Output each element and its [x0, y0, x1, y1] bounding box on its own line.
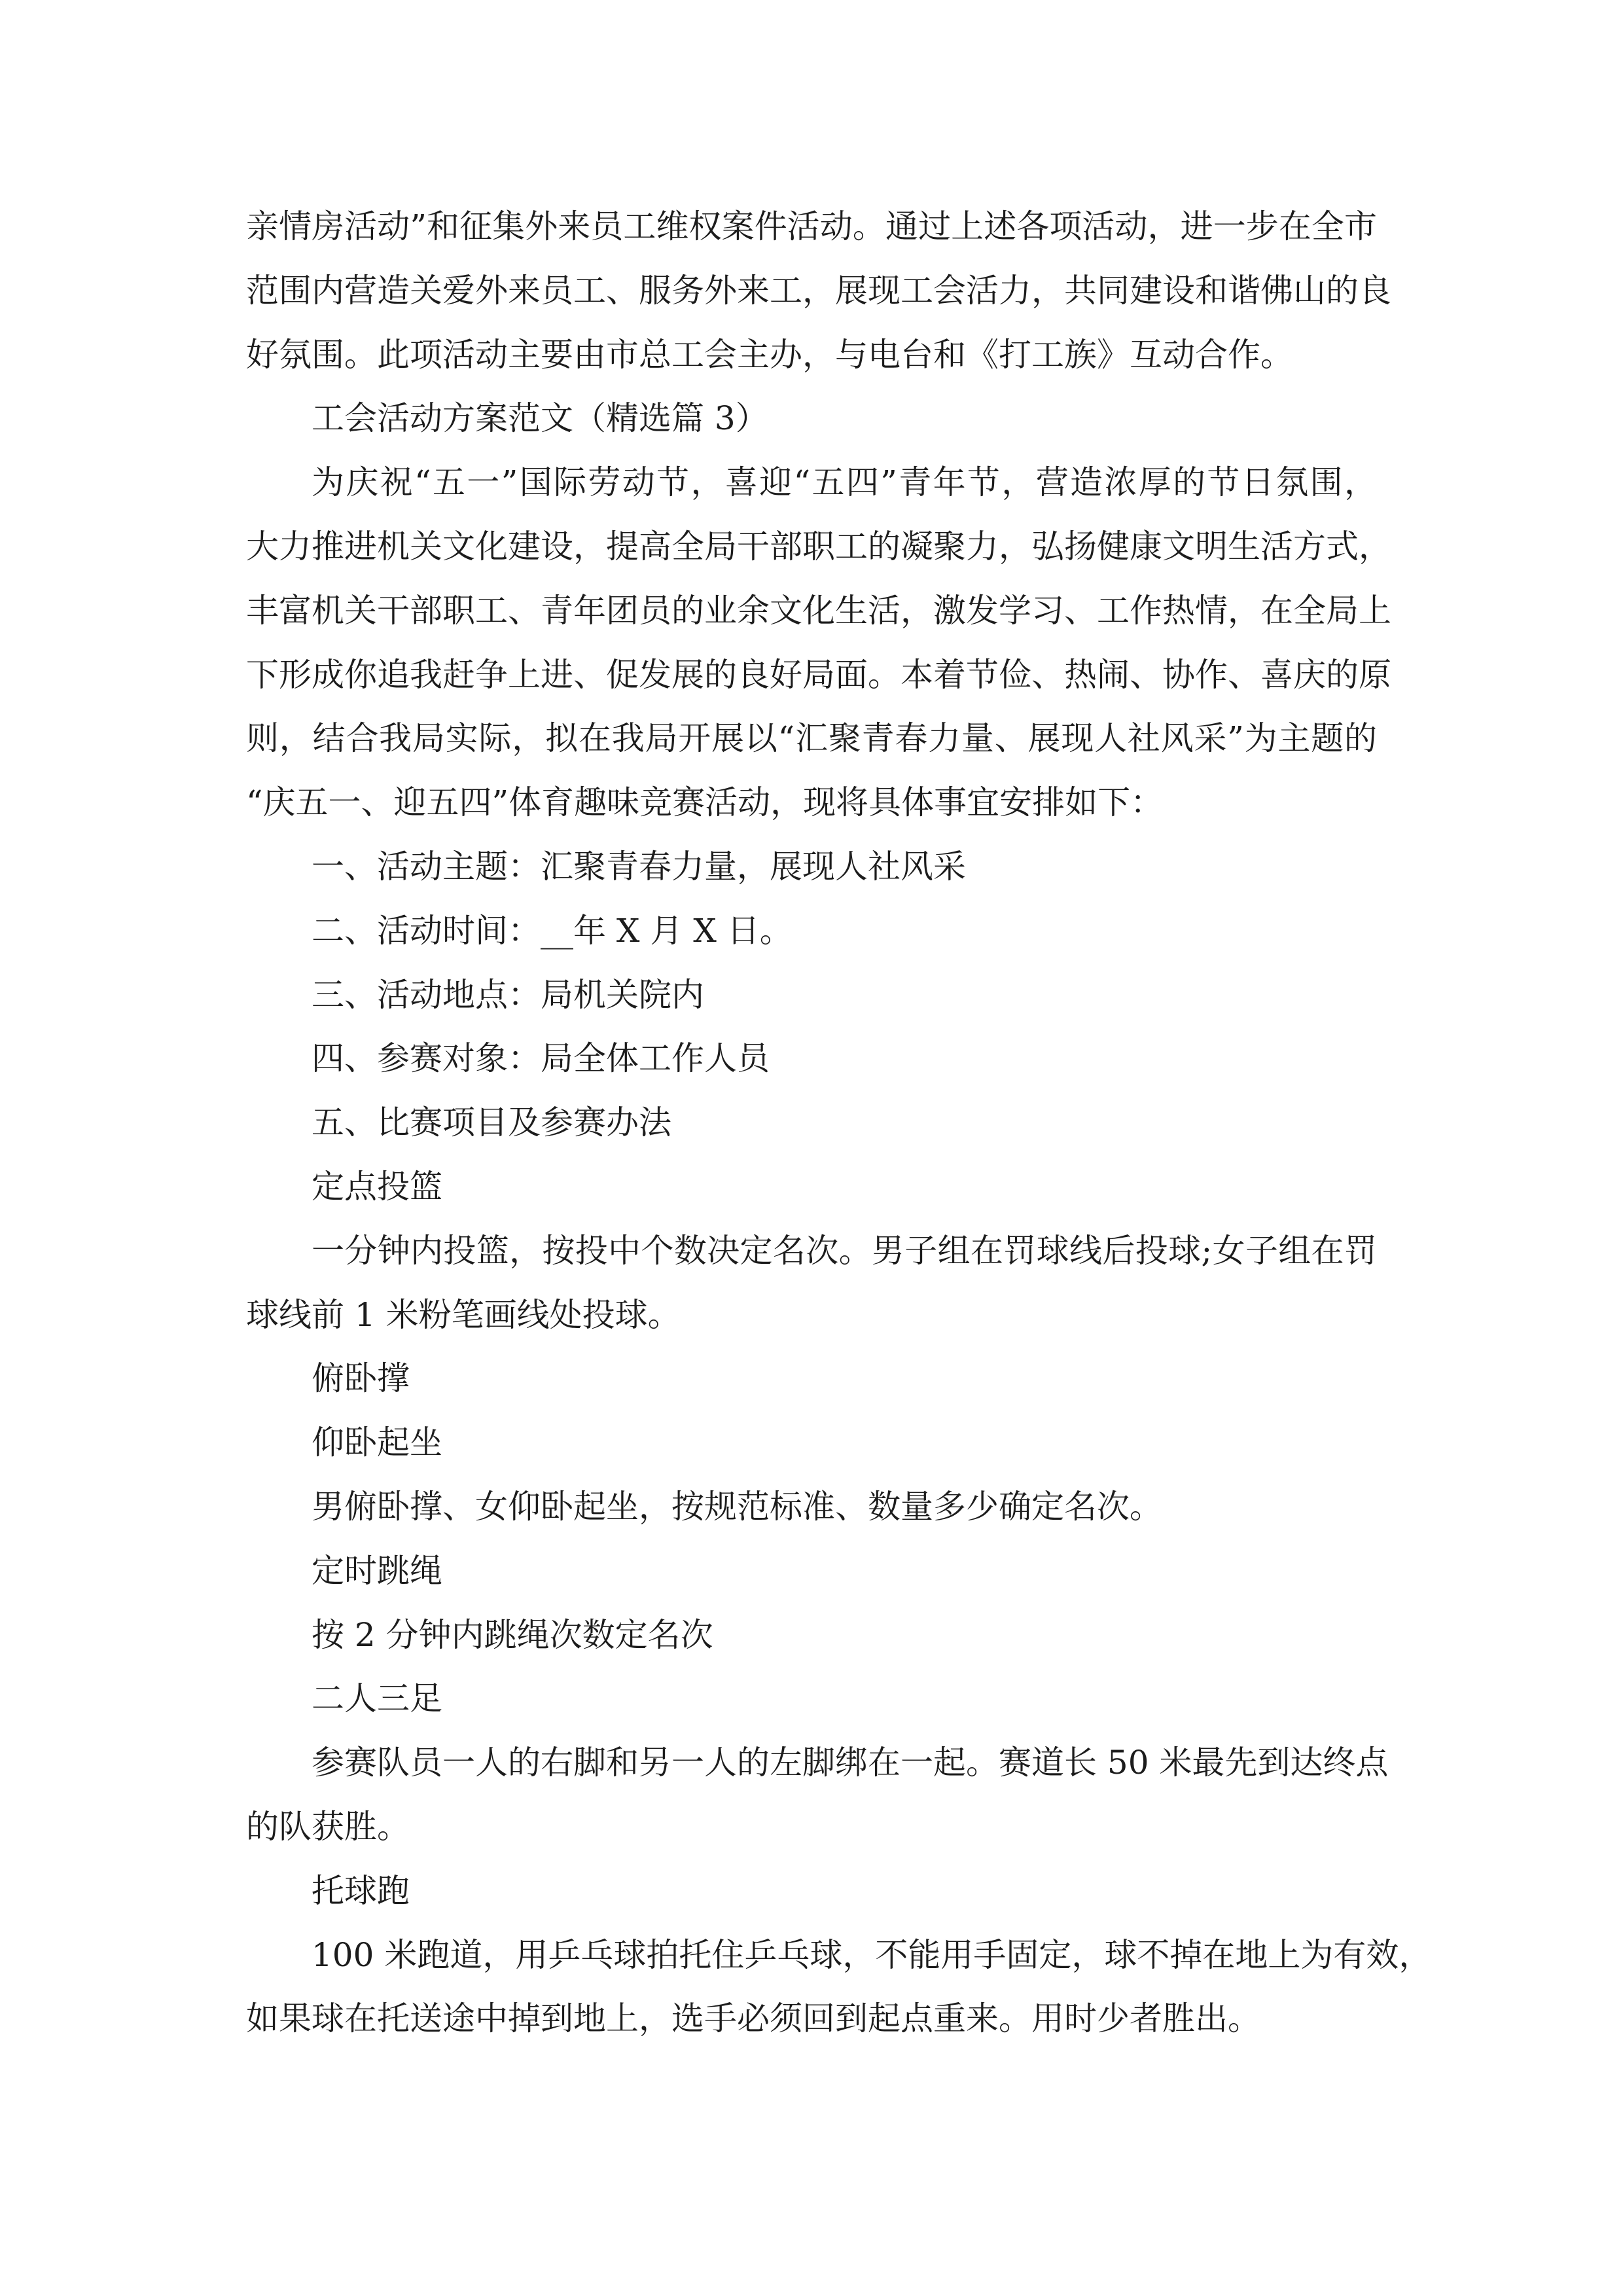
event-three-legged [246, 1667, 1389, 1859]
paragraph-line: 大力推进机关文化建设，提高全局干部职工的凝聚力，弘扬健康文明生活方式， [246, 527, 1391, 565]
event-rules-line: 如果球在托送途中掉到地上，选手必须回到起点重来。用时少者胜出。 [246, 2000, 1260, 2038]
paragraph-line: 下形成你追我赶争上进、促发展的良好局面。本着节俭、热闹、协作、喜庆的原 [246, 655, 1391, 694]
event-title: 定点投篮 [312, 1167, 442, 1206]
event-rules-line: 球线前 1 米粉笔画线处投球。 [246, 1295, 681, 1334]
event-rules-line: 按 2 分钟内跳绳次数定名次 [312, 1615, 713, 1654]
outline-item-time: 二、活动时间：__年 X 月 X 日。 [312, 911, 793, 950]
event-title: 二人三足 [312, 1679, 442, 1718]
continued-paragraph [246, 195, 1391, 387]
event-title: 定时跳绳 [312, 1551, 442, 1590]
section-title-block [246, 387, 1377, 451]
event-rules-line: 的队获胜。 [246, 1807, 410, 1846]
outline-item-participants: 四、参赛对象：局全体工作人员 [312, 1039, 770, 1078]
event-title: 仰卧起坐 [312, 1424, 442, 1462]
paragraph-line: 好氛围。此项活动主要由市总工会主办，与电台和《打工族》互动合作。 [246, 335, 1293, 374]
intro-paragraph [246, 451, 1391, 835]
outline-list [246, 835, 1377, 1155]
outline-item-events: 五、比赛项目及参赛办法 [312, 1103, 671, 1142]
event-rules-line: 100 米跑道，用乒乓球拍托住乒乓球，不能用手固定，球不掉在地上为有效， [312, 1935, 1432, 1974]
paragraph-line: 为庆祝“五一”国际劳动节，喜迎“五四”青年节，营造浓厚的节日氛围， [312, 463, 1377, 502]
event-pushups [246, 1347, 1377, 1411]
outline-item-theme: 一、活动主题：汇聚青春力量，展现人社风采 [312, 847, 966, 886]
event-rules-line: 男俯卧撑、女仰卧起坐，按规范标准、数量多少确定名次。 [312, 1487, 1162, 1526]
event-rope-skipping [246, 1539, 1377, 1668]
event-rules-line: 一分钟内投篮，按投中个数决定名次。男子组在罚球线后投球;女子组在罚 [312, 1231, 1377, 1270]
paragraph-line: 范围内营造关爱外来员工、服务外来工，展现工会活力，共同建设和谐佛山的良 [246, 271, 1391, 310]
section-title: 工会活动方案范文（精选篇 3） [312, 399, 768, 438]
outline-item-location: 三、活动地点：局机关院内 [312, 975, 704, 1014]
event-ball-carry-run [246, 1859, 1432, 2051]
document-page [246, 195, 1432, 2051]
paragraph-line: 则，结合我局实际，拟在我局开展以“汇聚青春力量、展现人社风采”为主题的 [246, 719, 1377, 758]
event-shooting [246, 1155, 1377, 1347]
event-situps [246, 1411, 1377, 1539]
event-title: 俯卧撑 [312, 1359, 410, 1398]
event-rules-line: 参赛队员一人的右脚和另一人的左脚绑在一起。赛道长 50 米最先到达终点 [312, 1744, 1389, 1782]
paragraph-line: 亲情房活动”和征集外来员工维权案件活动。通过上述各项活动，进一步在全市 [246, 207, 1377, 245]
event-title: 托球跑 [312, 1871, 410, 1910]
paragraph-line: “庆五一、迎五四”体育趣味竞赛活动，现将具体事宜安排如下： [246, 783, 1164, 822]
paragraph-line: 丰富机关干部职工、青年团员的业余文化生活，激发学习、工作热情，在全局上 [246, 591, 1391, 630]
